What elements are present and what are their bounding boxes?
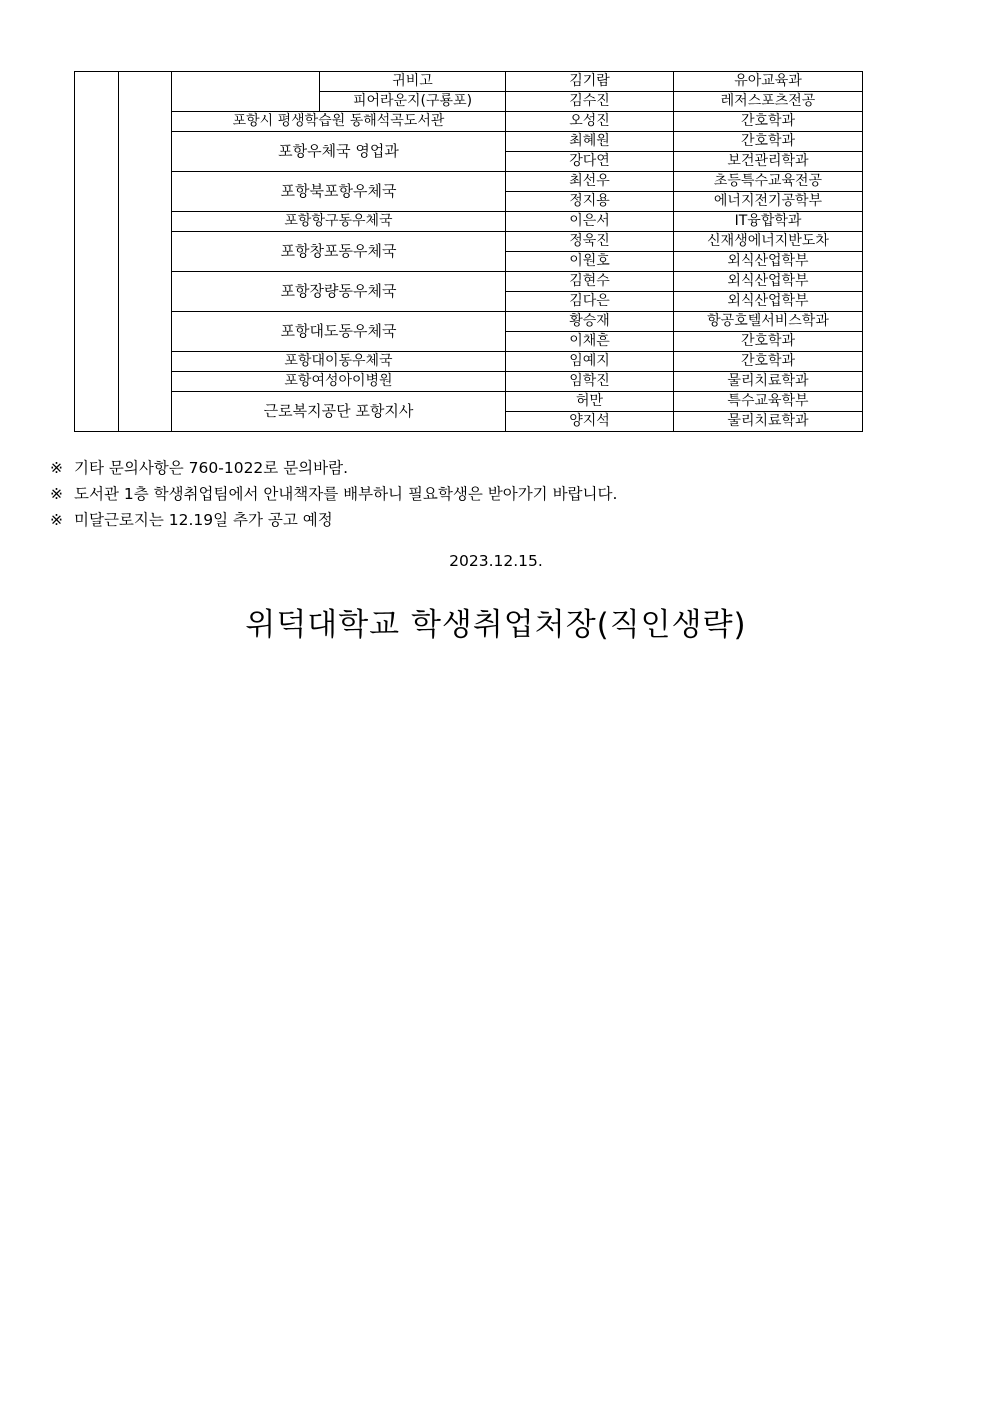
student-name-cell: 김수진 xyxy=(506,92,674,112)
student-name-cell: 임예지 xyxy=(506,352,674,372)
student-name-cell: 김다은 xyxy=(506,292,674,312)
student-name-cell: 오성진 xyxy=(506,112,674,132)
work-site-cell: 포항대도동우체국 xyxy=(172,312,506,352)
department-cell: 레저스포츠전공 xyxy=(674,92,863,112)
sub-site-cell: 귀비고 xyxy=(320,72,506,92)
notice-list xyxy=(50,455,617,533)
work-site-cell: 포항우체국 영업과 xyxy=(172,132,506,172)
blank-cell xyxy=(172,72,320,112)
work-site-cell: 포항대이동우체국 xyxy=(172,352,506,372)
notice-text: 기타 문의사항은 760-1022로 문의바람. xyxy=(74,459,349,477)
assignment-table xyxy=(74,71,863,432)
table-row xyxy=(75,372,863,392)
department-cell: 물리치료학과 xyxy=(674,372,863,392)
department-cell: 신재생에너지반도차 xyxy=(674,232,863,252)
student-name-cell: 정욱진 xyxy=(506,232,674,252)
table-row xyxy=(75,172,863,192)
table-row xyxy=(75,212,863,232)
notice-item xyxy=(50,455,617,481)
department-cell: 간호학과 xyxy=(674,112,863,132)
work-site-cell: 포항장량동우체국 xyxy=(172,272,506,312)
sub-site-cell: 피어라운지(구룡포) xyxy=(320,92,506,112)
student-name-cell: 김기람 xyxy=(506,72,674,92)
department-cell: 간호학과 xyxy=(674,352,863,372)
department-cell: 외식산업학부 xyxy=(674,292,863,312)
work-site-cell: 포항여성아이병원 xyxy=(172,372,506,392)
reference-mark-icon: ※ xyxy=(50,485,63,503)
table-row xyxy=(75,72,863,92)
department-cell: 특수교육학부 xyxy=(674,392,863,412)
table-row xyxy=(75,272,863,292)
work-site-cell: 포항창포동우체국 xyxy=(172,232,506,272)
table-row xyxy=(75,132,863,152)
department-cell: 항공호텔서비스학과 xyxy=(674,312,863,332)
student-name-cell: 허만 xyxy=(506,392,674,412)
work-site-cell: 포항항구동우체국 xyxy=(172,212,506,232)
student-name-cell: 정지용 xyxy=(506,192,674,212)
department-cell: 간호학과 xyxy=(674,332,863,352)
work-site-cell: 근로복지공단 포항지사 xyxy=(172,392,506,432)
notice-item xyxy=(50,507,617,533)
table-row xyxy=(75,112,863,132)
student-name-cell: 최선우 xyxy=(506,172,674,192)
work-site-cell: 포항시 평생학습원 동해석곡도서관 xyxy=(172,112,506,132)
reference-mark-icon: ※ xyxy=(50,459,63,477)
issue-date: 2023.12.15. xyxy=(449,552,543,570)
department-cell: 간호학과 xyxy=(674,132,863,152)
student-name-cell: 강다연 xyxy=(506,152,674,172)
notice-text: 도서관 1층 학생취업팀에서 안내책자를 배부하니 필요학생은 받아가기 바랍니다. xyxy=(74,485,618,503)
table-row xyxy=(75,392,863,412)
blank-cell xyxy=(119,72,172,432)
student-name-cell: 임학진 xyxy=(506,372,674,392)
department-cell: IT융합학과 xyxy=(674,212,863,232)
student-name-cell: 이원호 xyxy=(506,252,674,272)
blank-cell xyxy=(75,72,119,432)
student-name-cell: 황승재 xyxy=(506,312,674,332)
notice-text: 미달근로지는 12.19일 추가 공고 예정 xyxy=(74,511,333,529)
student-name-cell: 이채흔 xyxy=(506,332,674,352)
issuer-signature-line: 위덕대학교 학생취업처장(직인생략) xyxy=(245,607,747,643)
department-cell: 에너지전기공학부 xyxy=(674,192,863,212)
table-row xyxy=(75,352,863,372)
reference-mark-icon: ※ xyxy=(50,511,63,529)
department-cell: 물리치료학과 xyxy=(674,412,863,432)
table-row xyxy=(75,232,863,252)
department-cell: 외식산업학부 xyxy=(674,252,863,272)
student-name-cell: 김현수 xyxy=(506,272,674,292)
department-cell: 초등특수교육전공 xyxy=(674,172,863,192)
table-row xyxy=(75,312,863,332)
student-name-cell: 양지석 xyxy=(506,412,674,432)
department-cell: 보건관리학과 xyxy=(674,152,863,172)
notice-item xyxy=(50,481,617,507)
department-cell: 유아교육과 xyxy=(674,72,863,92)
student-name-cell: 최혜원 xyxy=(506,132,674,152)
work-site-cell: 포항북포항우체국 xyxy=(172,172,506,212)
department-cell: 외식산업학부 xyxy=(674,272,863,292)
student-name-cell: 이은서 xyxy=(506,212,674,232)
